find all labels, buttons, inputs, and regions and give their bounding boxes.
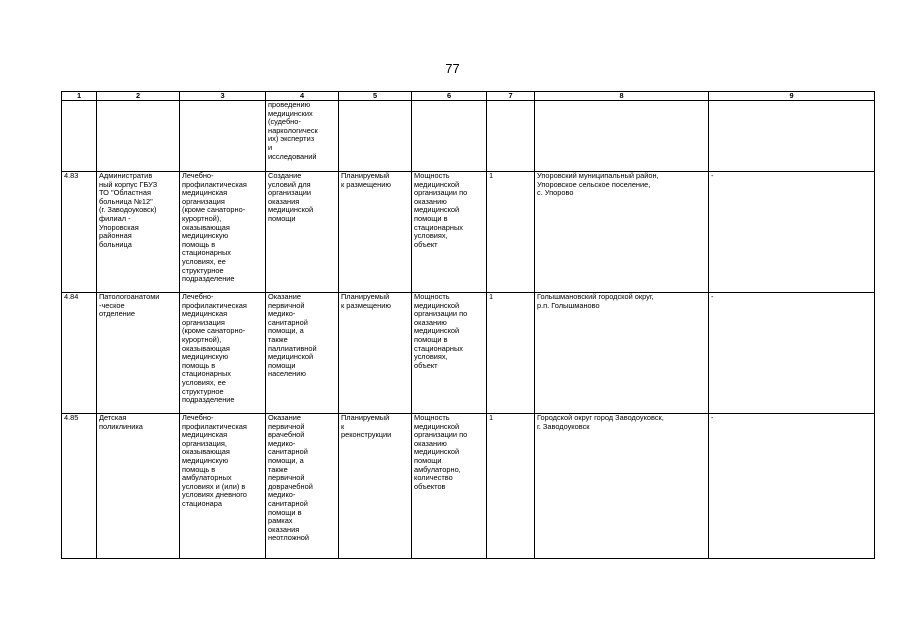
header-cell: 4 (266, 92, 339, 101)
table-cell: Упоровский муниципальный район, Упоровское сельское поселение, с. Упорово (535, 172, 709, 293)
table-cell: Оказание первичной медико- санитарной помощи, а также паллиативной медицинской помощи населению (266, 293, 339, 414)
table-cell: - (709, 414, 875, 559)
planning-table (61, 91, 875, 559)
header-cell: 3 (180, 92, 266, 101)
table-cell: Планируемый к размещению (339, 293, 412, 414)
header-row (62, 92, 875, 101)
table-cell: 1 (487, 172, 535, 293)
header-cell: 2 (97, 92, 180, 101)
header-cell: 1 (62, 92, 97, 101)
table-cell: Детская поликлиника (97, 414, 180, 559)
table-cell: Мощность медицинской организации по оказанию медицинской помощи амбулаторно, количество объектов (412, 414, 487, 559)
table-cell: Административ ный корпус ГБУЗ ТО "Областная больница №12" (г. Заводоуковск) филиал - Упоровская районная больница (97, 172, 180, 293)
table-row (62, 414, 875, 559)
table-cell: Мощность медицинской организации по оказанию медицинской помощи в стационарных условиях, объект (412, 293, 487, 414)
table-cell: Лечебно- профилактическая медицинская организация (кроме санаторно- курортной), оказывающая медицинскую помощь в стационарных условиях, ее структурное подразделение (180, 293, 266, 414)
table-row (62, 101, 875, 172)
table-cell: - (709, 293, 875, 414)
table-cell (412, 101, 487, 172)
header-cell: 5 (339, 92, 412, 101)
page-number: 77 (445, 61, 460, 76)
table-cell: Планируемый к реконструкции (339, 414, 412, 559)
table-cell (709, 101, 875, 172)
table-cell (339, 101, 412, 172)
table-cell (487, 101, 535, 172)
table-cell: Голышмановский городской округ, р.п. Голышманово (535, 293, 709, 414)
table-cell: Городской округ город Заводоуковск, г. Заводоуковск (535, 414, 709, 559)
table-cell: Создание условий для организации оказания медицинской помощи (266, 172, 339, 293)
table-cell: проведению медицинских (судебно- наркологическ их) экспертиз и исследований (266, 101, 339, 172)
table-cell: - (709, 172, 875, 293)
table-row (62, 293, 875, 414)
table-cell: Лечебно- профилактическая медицинская организация, оказывающая медицинскую помощь в амбулаторных условиях и (или) в условиях дневного стационара (180, 414, 266, 559)
table-cell: 4.83 (62, 172, 97, 293)
table-cell (97, 101, 180, 172)
table-cell: Мощность медицинской организации по оказанию медицинской помощи в стационарных условиях, объект (412, 172, 487, 293)
table-cell: 1 (487, 293, 535, 414)
table-cell: Планируемый к размещению (339, 172, 412, 293)
table-cell (62, 101, 97, 172)
table-cell: 4.84 (62, 293, 97, 414)
header-cell: 9 (709, 92, 875, 101)
header-cell: 8 (535, 92, 709, 101)
table-row (62, 172, 875, 293)
header-cell: 7 (487, 92, 535, 101)
table-cell (180, 101, 266, 172)
table-cell: Оказание первичной врачебной медико- санитарной помощи, а также первичной доврачебной медико- санитарной помощи в рамках оказания неотложной (266, 414, 339, 559)
table-cell: Лечебно- профилактическая медицинская организация (кроме санаторно- курортной), оказывающая медицинскую помощь в стационарных условиях, ее структурное подразделение (180, 172, 266, 293)
table-cell: 4.85 (62, 414, 97, 559)
header-cell: 6 (412, 92, 487, 101)
table-cell: Патологоанатоми -ческое отделение (97, 293, 180, 414)
table-cell (535, 101, 709, 172)
table-cell: 1 (487, 414, 535, 559)
